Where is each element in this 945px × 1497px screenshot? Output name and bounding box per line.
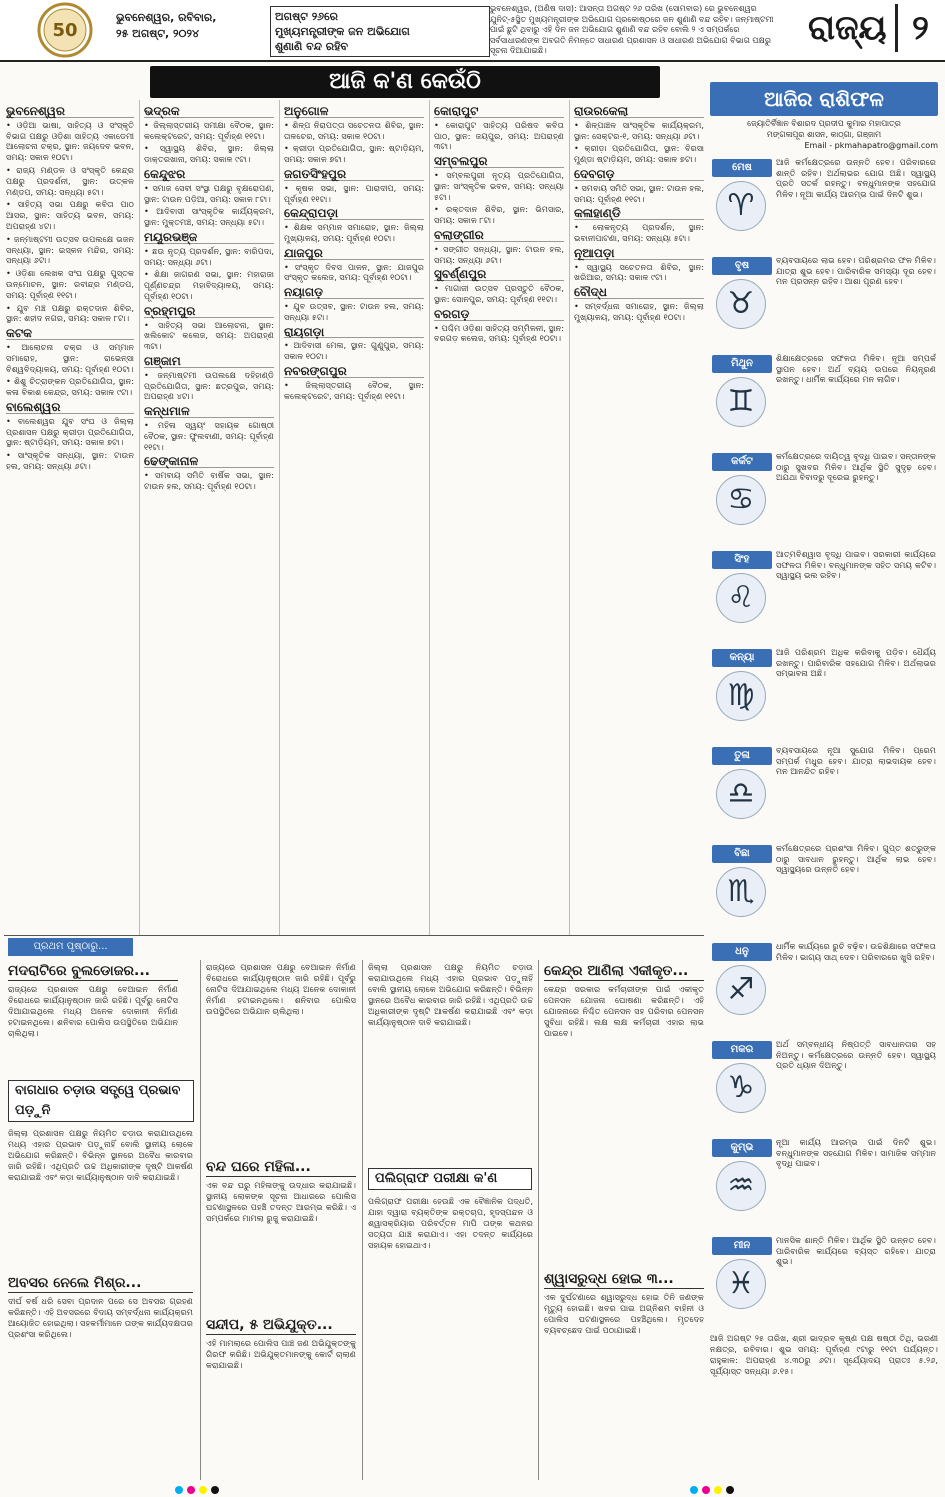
events-column-5: [574, 102, 704, 932]
event-city-heading: ବୌଦ୍ଧ: [574, 287, 704, 299]
event-listing-item: • ସମବାୟ ସମିତି ସଭା, ସ୍ଥାନ: ଟାଉନ ହଲ, ସମୟ: ପୂର୍ବାହ୍ଣ ୧୧ଟା।: [574, 182, 704, 204]
top-headline-line1: ଅଗଷ୍ଟ ୨୬ରେ: [275, 10, 338, 23]
event-city-heading: କୋରାପୁଟ: [434, 106, 564, 118]
event-listing-item: • ବାଲେଶ୍ୱର ଯୁବ ସଂଘ ଓ ଜିଲ୍ଲା ପ୍ରଶାସନ ପକ୍ଷରୁ କ୍ରୀଡ଼ା ପ୍ରତିଯୋଗିତା, ସ୍ଥାନ: ଷ୍ଟାଡ଼ିୟମ, ସମୟ: ସକାଳ ୭ଟା।: [6, 415, 134, 448]
zodiac-sign-name: ମକର: [712, 1041, 772, 1059]
event-listing-item: • ଶିଳ୍ପ ନିରାପତ୍ତା ସଚେତନତା ଶିବିର, ସ୍ଥାନ: ତାଳଚେର, ସମୟ: ସକାଳ ୧୦ଟା।: [284, 119, 424, 141]
zodiac-prediction-text: ଧାର୍ମିକ କାର୍ଯ୍ୟରେ ରୁଚି ବଢ଼ିବ। ଉଚ୍ଚଶିକ୍ଷାରେ ସଫଳତା ମିଳିବ। ଭାଗ୍ୟ ସାଥ୍ ଦେବ। ପରିବାରରେ ଖୁସି ରହିବ।: [776, 941, 936, 962]
event-listing-item: • ଶିକ୍ଷା ଜାଗରଣ ସଭା, ସ୍ଥାନ: ମହାରାଜା ପୂର୍ଣ୍ଣଚନ୍ଦ୍ର ମହାବିଦ୍ୟାଳୟ, ସମୟ: ପୂର୍ବାହ୍ଣ ୧୦ଟା।: [144, 269, 274, 301]
story-body-retirement: ଦୀର୍ଘ ବର୍ଷ ଧରି ସେବା ପ୍ରଦାନ ପରେ ସେ ଅବସର ଗ୍ରହଣ କରିଛନ୍ତି। ଏହି ଅବସରରେ ବିଦାୟ ସମ୍ବର୍ଦ୍ଧନା କାର୍ଯ୍ୟକ୍ରମ ଆୟୋଜିତ ହୋଇଥିଲା। ସହକର୍ମୀମାନେ ତାଙ୍କ କାର୍ଯ୍ୟଦକ୍ଷତାର ପ୍ରଶଂସା କରିଥିଲେ।: [8, 1296, 193, 1339]
dateline-line2: ୨୫ ଅଗଷ୍ଟ, ୨୦୨୪: [116, 27, 200, 40]
story-headline-pension: କେନ୍ଦ୍ର ଆଣିଲା ଏକୀକୃତ...: [544, 962, 704, 981]
event-city-heading: କନ୍ଧମାଳ: [144, 406, 274, 418]
column-divider: [139, 100, 140, 935]
story-headline-bulldozer: ମଦରାଟିରେ ବୁଲଡୋଜର...: [8, 962, 178, 981]
print-registration-strip: [0, 1484, 945, 1497]
zodiac-sign-name: ଧନୁ: [712, 943, 772, 961]
story-headline-accused: ସନ୍ଦୀପ, ୫ ଅଭିଯୁକ୍ତ...: [206, 1316, 356, 1335]
zodiac-symbol-icon: ♈: [716, 181, 766, 231]
zodiac-symbol-icon: ♑: [716, 1063, 766, 1113]
zodiac-sign-entry: [710, 1235, 938, 1327]
event-listing-item: • ସାହିତ୍ୟ ସଭା ପକ୍ଷରୁ କବିତା ପାଠ ଆସର, ସ୍ଥାନ: ସାହିତ୍ୟ ଭବନ, ସମୟ: ଅପରାହ୍ଣ ୪ଟା।: [6, 199, 134, 231]
zodiac-sign-name: ବିଛା: [712, 845, 772, 863]
story-body-woman: ଏକ ବନ୍ଦ ଘରୁ ମହିଳାଙ୍କୁ ଉଦ୍ଧାର କରାଯାଇଛି। ସ୍ଥାନୀୟ ଲୋକଙ୍କ ସୂଚନା ଆଧାରରେ ପୋଲିସ ଘଟଣାସ୍ଥଳରେ ପହଞ୍ଚି ତଦନ୍ତ ଆରମ୍ଭ କରିଛି। ଏ ସମ୍ପର୍କରେ ମାମଲା ରୁଜୁ କରାଯାଇଛି।: [206, 1180, 356, 1223]
event-listing-item: • ଲୋକନୃତ୍ୟ ପ୍ରଦର୍ଶନ, ସ୍ଥାନ: ଭବାନୀପାଟଣା, ସମୟ: ସନ୍ଧ୍ୟା ୫ଟା।: [574, 222, 704, 243]
section-title: ରାଜ୍ୟ: [808, 8, 887, 48]
story-body-bulldozer: ରାଜ୍ୟରେ ପ୍ରଶାସନ ପକ୍ଷରୁ ବେଆଇନ ନିର୍ମାଣ ବିରୋଧରେ କାର୍ଯ୍ୟାନୁଷ୍ଠାନ ଜାରି ରହିଛି। ପୂର୍ବରୁ ନୋଟିସ ଦିଆଯାଇଥିଲେ ମଧ୍ୟ ଅନେକ ଦୋକାନୀ ନିର୍ମାଣ ହଟାଇନଥିଲେ। ଶନିବାର ପୋଲିସ ଉପସ୍ଥିତିରେ ଅଭିଯାନ ଚାଲିଥିଲା।: [8, 984, 178, 1038]
zodiac-sign-name: ତୁଳା: [712, 747, 772, 765]
column-divider: [429, 100, 430, 935]
registration-mark-cyan: [175, 1486, 183, 1494]
column-divider: [569, 100, 570, 935]
zodiac-prediction-text: ଶିକ୍ଷାକ୍ଷେତ୍ରରେ ସଫଳତା ମିଳିବ। ନୂଆ ସମ୍ପର୍କ ସ୍ଥାପନ ହେବ। ଅର୍ଥ ବ୍ୟୟ ଉପରେ ନିୟନ୍ତ୍ରଣ ରଖନ୍ତୁ। ଧାର୍ମିକ କାର୍ଯ୍ୟରେ ମନ ଲାଗିବ।: [776, 353, 936, 385]
zodiac-prediction-text: ନୂଆ କାର୍ଯ୍ୟ ଆରମ୍ଭ ପାଇଁ ଦିନଟି ଶୁଭ। ବନ୍ଧୁମାନଙ୍କ ସହଯୋଗ ମିଳିବ। ସାମାଜିକ ସମ୍ମାନ ବୃଦ୍ଧି ପାଇବ।: [776, 1137, 936, 1169]
story-headline-woman: ବନ୍ଦ ଘରେ ମହିଳା...: [206, 1158, 356, 1177]
event-city-heading: ବାଲେଶ୍ୱର: [6, 402, 134, 414]
dharitri-50-years-logo: [30, 2, 100, 58]
zodiac-sign-entry: [710, 745, 938, 837]
horoscope-byline: [710, 118, 938, 151]
zodiac-prediction-text: ବ୍ୟବସାୟରେ ନୂଆ ସୁଯୋଗ ମିଳିବ। ପ୍ରେମ ସମ୍ପର୍କ ମଧୁର ହେବ। ଯାତ୍ରା ଲାଭଦାୟକ ହେବ। ମନ ଆନନ୍ଦିତ ରହିବ।: [776, 745, 936, 777]
event-city-heading: ଜଗତସିଂହପୁର: [284, 169, 424, 181]
story-body-continued: ରାଜ୍ୟରେ ପ୍ରଶାସନ ପକ୍ଷରୁ ବେଆଇନ ନିର୍ମାଣ ବିରୋଧରେ କାର୍ଯ୍ୟାନୁଷ୍ଠାନ ଜାରି ରହିଛି। ପୂର୍ବରୁ ନୋଟିସ ଦିଆଯାଇଥିଲେ ମଧ୍ୟ ଅନେକ ଦୋକାନୀ ନିର୍ମାଣ ହଟାଇନଥିଲେ। ଶନିବାର ପୋଲିସ ଉପସ୍ଥିତିରେ ଅଭିଯାନ ଚାଲିଥିଲା।: [206, 962, 356, 1016]
top-headline-line2: ମୁଖ୍ୟମନ୍ତ୍ରୀଙ୍କ ଜନ ଅଭିଯୋଗ: [275, 25, 410, 38]
story-headline-polygraph: ପଲିଗ୍ରାଫ ପରୀକ୍ଷା କ'ଣ: [368, 1168, 532, 1190]
zodiac-symbol-icon: ♎: [716, 769, 766, 819]
event-listing-item: • କୋରାପୁଟ ସାହିତ୍ୟ ପରିଷଦ କବିତା ପାଠ, ସ୍ଥାନ: ଜୟପୁର, ସମୟ: ଅପରାହ୍ଣ ୩ଟା।: [434, 119, 564, 152]
event-listing-item: • ସମାଜ ସେବୀ ସଂସ୍ଥା ପକ୍ଷରୁ ବୃକ୍ଷରୋପଣ, ସ୍ଥାନ: ଟାଉନ ପଡ଼ିଆ, ସମୟ: ସକାଳ ୮ଟା।: [144, 182, 274, 204]
column-divider: [362, 960, 363, 1480]
event-city-heading: ଭୁବନେଶ୍ୱର: [6, 106, 134, 118]
zodiac-sign-entry: [710, 941, 938, 1033]
event-listing-item: • ଓଡ଼ିଆ ଭାଷା, ସାହିତ୍ୟ ଓ ସଂସ୍କୃତି ବିଭାଗ ପକ୍ଷରୁ ଓଡ଼ିଶା ସାହିତ୍ୟ ଏକାଡେମୀ ଆଲୋଚନା ଚକ୍ର, ସ୍ଥାନ: ଜୟଦେବ ଭବନ, ସମୟ: ସକାଳ ୧୦ଟା।: [6, 119, 134, 163]
zodiac-prediction-text: ଆତ୍ମବିଶ୍ୱାସ ବୃଦ୍ଧି ପାଇବ। ସରକାରୀ କାର୍ଯ୍ୟରେ ସଫଳତା ମିଳିବ। ବନ୍ଧୁମାନଙ୍କ ସହିତ ସମୟ କଟିବ। ସ୍ୱାସ୍ଥ୍ୟ ଭଲ ରହିବ।: [776, 549, 936, 581]
event-city-heading: ରାୟଗଡ଼ା: [284, 327, 424, 339]
zodiac-prediction-text: କର୍ମକ୍ଷେତ୍ରରେ ପ୍ରଶଂସା ମିଳିବ। ଗୁପ୍ତ ଶତ୍ରୁଙ୍କ ଠାରୁ ସାବଧାନ ରୁହନ୍ତୁ। ଆର୍ଥିକ ଲାଭ ହେବ। ସ୍ୱାସ୍ଥ୍ୟରେ ଉନ୍ନତି ହେବ।: [776, 843, 936, 875]
story-body-left-center: ଜିଲ୍ଲା ପ୍ରଶାସନ ପକ୍ଷରୁ ନିୟମିତ ଚଡ଼ାଉ କରାଯାଉଥିଲେ ମଧ୍ୟ ଏହାର ପ୍ରଭାବ ପଡ଼ୁନାହିଁ ବୋଲି ସ୍ଥାନୀୟ ଲୋକେ ଅଭିଯୋଗ କରିଛନ୍ତି। ବିଭିନ୍ନ ସ୍ଥାନରେ ଅବୈଧ କାରବାର ଜାରି ରହିଛି। ଏଥିପ୍ରତି ଉଚ୍ଚ ଅଧିକାରୀଙ୍କ ଦୃଷ୍ଟି ଆକର୍ଷଣ କରାଯାଇଛି ଏବଂ କଡ଼ା କାର୍ଯ୍ୟାନୁଷ୍ଠାନ ଦାବି କରାଯାଇଛି।: [368, 962, 533, 1027]
event-listing-item: • ମହିଳା ସ୍ୱୟଂ ସହାୟକ ଗୋଷ୍ଠୀ ବୈଠକ, ସ୍ଥାନ: ଫୁଲବାଣୀ, ସମୟ: ପୂର୍ବାହ୍ଣ ୧୧ଟା।: [144, 419, 274, 452]
story-headline-retirement: ଅବସର ନେଲେ ମିଶ୍ର...: [8, 1274, 193, 1293]
zodiac-prediction-text: ମାନସିକ ଶାନ୍ତି ମିଳିବ। ଆର୍ଥିକ ସ୍ଥିତି ଉନ୍ନତ ହେବ। ପାରିବାରିକ କାର୍ଯ୍ୟରେ ବ୍ୟସ୍ତ ରହିବେ। ଯାତ୍ରା ଶୁଭ।: [776, 1235, 936, 1267]
registration-mark-yellow: [714, 1486, 722, 1494]
event-city-heading: ଅନୁଗୋଳ: [284, 106, 424, 118]
zodiac-symbol-icon: ♐: [716, 965, 766, 1015]
zodiac-symbol-icon: ♏: [716, 867, 766, 917]
zodiac-sign-name: ମୀନ: [712, 1237, 772, 1255]
events-column-1: [6, 102, 134, 932]
continued-from-front-label: ପ୍ରଥମ ପୃଷ୍ଠାରୁ...: [8, 938, 133, 956]
event-city-heading: ଯାଜପୁର: [284, 248, 424, 260]
column-divider: [279, 100, 280, 935]
event-listing-item: • ଜନ୍ମାଷ୍ଟମୀ ଉତ୍ସବ ଉପଲକ୍ଷେ ଭଜନ ସନ୍ଧ୍ୟା, ସ୍ଥାନ: ଇସ୍କନ ମନ୍ଦିର, ସମୟ: ସନ୍ଧ୍ୟା ୬ଟା।: [6, 233, 134, 266]
zodiac-sign-entry: [710, 647, 938, 739]
event-listing-item: • ସାଂସ୍କୃତିକ ସନ୍ଧ୍ୟା, ସ୍ଥାନ: ଟାଉନ ହଲ, ସମୟ: ସନ୍ଧ୍ୟା ୬ଟା।: [6, 450, 134, 471]
top-news-brief: ଭୁବନେଶ୍ୱର, (ଅଣିଷ ଦାସ): ଆସନ୍ତା ଅଗଷ୍ଟ ୨୬ ତାରିଖ (ସୋମବାର) ରେ ଭୁବନେଶ୍ୱର ଯୁନିଟ୍-୫ସ୍ଥିତ ମୁଖ୍ୟମନ୍ତ୍ରୀଙ୍କ ଅଭିଯୋଗ ପ୍ରକୋଷ୍ଠରେ ଜନ ଶୁଣାଣି ବନ୍ଦ ରହିବ। ଜନ୍ମାଷ୍ଟମୀ ପାଇଁ ଛୁଟି ଥିବାରୁ ଏହି ଦିନ ଜନ ଅଭିଯୋଗ ଶୁଣାଣି ବନ୍ଦ ରହିବ ବୋଲି ୨ ଏ ସମ୍ପର୍କରେ ସର୍ବସାଧାରଣଙ୍କ ଅବଗତି ନିମନ୍ତେ ସାଧାରଣ ପ୍ରଶାସନ ଓ ସାଧାରଣ ଅଭିଯୋଗ ବିଭାଗ ପକ୍ଷରୁ ସୂଚନା ଦିଆଯାଇଛି।: [490, 4, 774, 55]
zodiac-prediction-text: ବ୍ୟବସାୟରେ ଲାଭ ହେବ। ପରିଶ୍ରମର ଫଳ ମିଳିବ। ଯାତ୍ରା ଶୁଭ ହେବ। ପାରିବାରିକ ସମସ୍ୟା ଦୂର ହେବ। ମନ ପ୍ରସନ୍ନ ରହିବ। ଆଶା ପୂରଣ ହେବ।: [776, 255, 936, 287]
registration-mark-magenta: [187, 1486, 195, 1494]
event-city-heading: ବରଗଡ଼: [434, 309, 564, 321]
astrologer-name: ଜ୍ୟୋତିର୍ବିଜ୍ଞାନ ବିଶାରଦ ପ୍ରଦୀପ କୁମାର ମହାପାତ୍ର: [747, 119, 901, 128]
registration-mark-cyan: [690, 1486, 698, 1494]
event-city-heading: ସମ୍ବଲପୁର: [434, 156, 564, 168]
registration-mark-yellow: [199, 1486, 207, 1494]
dateline-line1: ଭୁବନେଶ୍ୱର, ରବିବାର,: [116, 11, 217, 24]
events-column-4: [434, 102, 564, 932]
zodiac-prediction-text: କର୍ମକ୍ଷେତ୍ରରେ ଦାୟିତ୍ୱ ବୃଦ୍ଧି ପାଇବ। ସନ୍ତାନଙ୍କ ଠାରୁ ସୁଖବର ମିଳିବ। ଆର୍ଥିକ ସ୍ଥିତି ସୁଦୃଢ଼ ହେବ। ଅଯଥା ବିବାଦରୁ ଦୂରେଇ ରୁହନ୍ତୁ।: [776, 451, 936, 483]
svg-text:50: 50: [52, 20, 78, 41]
zodiac-sign-entry: [710, 1137, 938, 1229]
event-listing-item: • ଛଉ ନୃତ୍ୟ ପ୍ରଦର୍ଶନ, ସ୍ଥାନ: ବାରିପଦା, ସମୟ: ସନ୍ଧ୍ୟା ୬ଟା।: [144, 245, 274, 267]
event-listing-item: • ଆଦିବାସୀ ମେଳା, ସ୍ଥାନ: ଗୁଣୁପୁର, ସମୟ: ସକାଳ ୧୦ଟା।: [284, 340, 424, 362]
event-listing-item: • ଶିକ୍ଷକ ସମ୍ମାନ ସମାରୋହ, ସ୍ଥାନ: ଜିଲ୍ଲା ମୁଖ୍ୟାଳୟ, ସମୟ: ପୂର୍ବାହ୍ଣ ୧୦ଟା।: [284, 222, 424, 243]
story-body-polygraph: ପଲିଗ୍ରାଫ ପରୀକ୍ଷା ହେଉଛି ଏକ ବୈଜ୍ଞାନିକ ପଦ୍ଧତି, ଯାହା ଦ୍ୱାରା ବ୍ୟକ୍ତିଙ୍କ ରକ୍ତଚାପ, ହୃଦସ୍ପନ୍ଦନ ଓ ଶ୍ୱାସକ୍ରିୟାର ପରିବର୍ତ୍ତନ ମାପି ତାଙ୍କ କଥନର ସତ୍ୟତା ଯାଞ୍ଚ କରାଯାଏ। ଏହା ତଦନ୍ତ କାର୍ଯ୍ୟରେ ସହାୟକ ହୋଇଥାଏ।: [368, 1196, 533, 1250]
page-number: ୨: [895, 4, 943, 52]
horoscope-title: ଆଜିର ରାଶିଫଳ: [710, 82, 938, 116]
event-city-heading: ମୟୂରଭଞ୍ଜ: [144, 232, 274, 244]
event-city-heading: ସୁବର୍ଣ୍ଣପୁର: [434, 269, 564, 281]
event-listing-item: • ସମବାୟ ସମିତି ବାର୍ଷିକ ସଭା, ସ୍ଥାନ: ଟାଉନ ହଲ, ସମୟ: ପୂର୍ବାହ୍ଣ ୧୦ଟା।: [144, 470, 274, 491]
event-city-heading: କଟକ: [6, 328, 134, 340]
zodiac-sign-entry: [710, 451, 938, 543]
zodiac-prediction-text: ଆଜି ପରିଶ୍ରମ ଅଧିକ କରିବାକୁ ପଡ଼ିବ। ଧୈର୍ଯ୍ୟ ରଖନ୍ତୁ। ପାରିବାରିକ ସହଯୋଗ ମିଳିବ। ଅର୍ଥଲାଭର ସମ୍ଭାବନା ଅଛି।: [776, 647, 936, 679]
zodiac-symbol-icon: ♊: [716, 377, 766, 427]
zodiac-symbol-icon: ♓: [716, 1259, 766, 1309]
zodiac-sign-entry: [710, 255, 938, 347]
event-listing-item: • ଆଦିବାସୀ ସାଂସ୍କୃତିକ କାର୍ଯ୍ୟକ୍ରମ, ସ୍ଥାନ: ମୁକ୍ତମଞ୍ଚ, ସମୟ: ସନ୍ଧ୍ୟା ୫ଟା।: [144, 206, 274, 228]
event-city-heading: କଳାହାଣ୍ଡି: [574, 208, 704, 220]
event-listing-item: • ରକ୍ତଦାନ ଶିବିର, ସ୍ଥାନ: ଭିମସାର, ସମୟ: ସକାଳ ୮ଟା।: [434, 204, 564, 226]
top-headline-line3: ଶୁଣାଣି ବନ୍ଦ ରହିବ: [275, 40, 349, 53]
event-city-heading: ରାଉରକେଲା: [574, 106, 704, 118]
story-headline-suffocation: ଶ୍ୱାସରୁଦ୍ଧ ହୋଇ ୩...: [544, 1270, 704, 1289]
zodiac-sign-name: କର୍କଟ: [712, 453, 772, 471]
event-city-heading: ନବରଙ୍ଗପୁର: [284, 366, 424, 378]
event-listing-item: • ଯୁବ ଉତ୍ସବ, ସ୍ଥାନ: ଟାଉନ ହଲ, ସମୟ: ସନ୍ଧ୍ୟା ୫ଟା।: [284, 300, 424, 322]
zodiac-symbol-icon: ♉: [716, 279, 766, 329]
zodiac-symbol-icon: ♍: [716, 671, 766, 721]
dateline: [116, 10, 216, 42]
astrologer-address: ମଙ୍ଗଳାପୂର ଶାସନ, କାଠ୍ଗା, ଗଞ୍ଜାମ: [766, 130, 882, 139]
story-body-suffocation: ଏକ ଦୁର୍ଘଟଣାରେ ଶ୍ୱାସରୁଦ୍ଧ ହୋଇ ତିନି ଜଣଙ୍କ ମୃତ୍ୟୁ ହୋଇଛି। ଖବର ପାଇ ଅଗ୍ନିଶମ ବାହିନୀ ଓ ପୋଲିସ ଘଟଣାସ୍ଥଳରେ ପହଞ୍ଚିଥିଲେ। ମୃତଦେହ ବ୍ୟବଚ୍ଛେଦ ପାଇଁ ପଠାଯାଇଛି।: [544, 1292, 704, 1335]
event-city-heading: ନୟାଗଡ଼: [284, 287, 424, 299]
event-city-heading: ଦେବଗଡ଼: [574, 169, 704, 181]
event-listing-item: • ସମ୍ବଲପୁରୀ ନୃତ୍ୟ ପ୍ରତିଯୋଗିତା, ସ୍ଥାନ: ସାଂସ୍କୃତିକ ଭବନ, ସମୟ: ସନ୍ଧ୍ୟା ୫ଟା।: [434, 169, 564, 202]
event-listing-item: • ପଶ୍ଚିମ ଓଡ଼ିଶା ସାହିତ୍ୟ ସମ୍ମିଳନୀ, ସ୍ଥାନ: ବରଗଡ଼ କଲେଜ, ସମୟ: ପୂର୍ବାହ୍ଣ ୧୦ଟା।: [434, 322, 564, 344]
story-headline-raid: ବାଗଧାର ଚଡ଼ାଉ ସତ୍ତ୍ୱେ ପ୍ରଭାବ ପଡ଼ୁନି: [8, 1080, 194, 1122]
event-city-heading: ବଲାଙ୍ଗୀର: [434, 230, 564, 242]
event-city-heading: ଭଦ୍ରକ: [144, 106, 274, 118]
zodiac-sign-entry: [710, 1039, 938, 1131]
registration-mark-magenta: [702, 1486, 710, 1494]
zodiac-sign-entry: [710, 549, 938, 641]
event-listing-item: • ସମ୍ବର୍ଦ୍ଧନା ସମାରୋହ, ସ୍ଥାନ: ଜିଲ୍ଲା ମୁଖ୍ୟାଳୟ, ସମୟ: ପୂର୍ବାହ୍ଣ ୧୦ଟା।: [574, 300, 704, 322]
event-listing-item: • କୃଷକ ସଭା, ସ୍ଥାନ: ପାରାଦୀପ, ସମୟ: ପୂର୍ବାହ୍ଣ ୧୧ଟା।: [284, 182, 424, 204]
event-listing-item: • ଜିଲ୍ଲାସ୍ତରୀୟ ବୈଠକ, ସ୍ଥାନ: କଲେକ୍ଟରେଟ, ସମୟ: ପୂର୍ବାହ୍ଣ ୧୧ଟା।: [284, 379, 424, 401]
zodiac-sign-entry: [710, 843, 938, 935]
zodiac-symbol-icon: ♒: [716, 1161, 766, 1211]
column-divider: [538, 960, 539, 1480]
event-listing-item: • ରାଜ୍ୟ ମଣ୍ଡଳ ଓ ସଂସ୍କୃତି କେନ୍ଦ୍ର ପକ୍ଷରୁ ପ୍ରଦର୍ଶନୀ, ସ୍ଥାନ: ଉତ୍କଳ ମଣ୍ଡପ, ସମୟ: ସନ୍ଧ୍ୟା ୫ଟା।: [6, 164, 134, 197]
masthead: [0, 0, 945, 62]
events-column-3: [284, 102, 424, 932]
event-listing-item: • ଶିଳ୍ପାଞ୍ଚଳ ସାଂସ୍କୃତିକ କାର୍ଯ୍ୟକ୍ରମ, ସ୍ଥାନ: ସେକ୍ଟର-୧, ସମୟ: ସନ୍ଧ୍ୟା ୬ଟା।: [574, 119, 704, 141]
astrologer-email: Email - pkmahapatro@gmail.com: [804, 141, 938, 150]
registration-mark-black: [211, 1486, 219, 1494]
event-listing-item: • ଯୁବ ମଞ୍ଚ ପକ୍ଷରୁ ରକ୍ତଦାନ ଶିବିର, ସ୍ଥାନ: ଶହୀଦ ନଗର, ସମୟ: ସକାଳ ୮ଟା।: [6, 302, 134, 324]
horoscope-panel: [710, 82, 938, 1376]
event-city-heading: କେନ୍ଦ୍ରାପଡ଼ା: [284, 208, 424, 220]
zodiac-prediction-text: ଅର୍ଥ ସମ୍ବନ୍ଧୀୟ ନିଷ୍ପତ୍ତି ସାବଧାନତାର ସହ ନିଅନ୍ତୁ। କର୍ମକ୍ଷେତ୍ରରେ ଉନ୍ନତି ହେବ। ସ୍ୱାସ୍ଥ୍ୟ ପ୍ରତି ଧ୍ୟାନ ଦିଅନ୍ତୁ।: [776, 1039, 936, 1071]
zodiac-sign-name: ମିଥୁନ: [712, 355, 772, 373]
zodiac-symbol-icon: ♋: [716, 475, 766, 525]
zodiac-sign-name: କନ୍ୟା: [712, 649, 772, 667]
zodiac-symbol-icon: ♌: [716, 573, 766, 623]
panchang-text: ଆଜି ଅଗଷ୍ଟ ୨୫ ତାରିଖ, ଶ୍ରୀ ଭାଦ୍ରବ କୃଷ୍ଣ ପକ୍ଷ ଷଷ୍ଠୀ ତିଥି, ଭରଣୀ ନକ୍ଷତ୍ର, ରବିବାର। ଶୁଭ ସମୟ: ପୂର୍ବାହ୍ଣ ୯ଟାରୁ ୧୧ଟା ପର୍ଯ୍ୟନ୍ତ। ରାହୁକାଳ: ଅପରାହ୍ଣ ୪.୩୦ରୁ ୬ଟା। ସୂର୍ଯ୍ୟୋଦୟ ପ୍ରାତଃ ୫.୨୬, ସୂର୍ଯ୍ୟାସ୍ତ ସନ୍ଧ୍ୟା ୬.୧୫।: [710, 1333, 938, 1376]
section-divider: [4, 935, 704, 936]
event-city-heading: କେନ୍ଦୁଝର: [144, 169, 274, 181]
event-city-heading: ଢେଙ୍କାନାଳ: [144, 456, 274, 468]
top-headline-box: [270, 6, 490, 57]
event-city-heading: ନୂଆପଡ଼ା: [574, 248, 704, 260]
event-listing-item: • ସାହିତ୍ୟ ସଭା ଆଲୋଚନା, ସ୍ଥାନ: ଖଲିକୋଟ କଲେଜ, ସମୟ: ଅପରାହ୍ଣ ୩ଟା।: [144, 319, 274, 352]
event-listing-item: • ସ୍ୱାସ୍ଥ୍ୟ ଶିବିର, ସ୍ଥାନ: ଜିଲ୍ଲା ଡାକ୍ତରଖାନା, ସମୟ: ସକାଳ ୯ଟା।: [144, 143, 274, 165]
zodiac-sign-name: ସିଂହ: [712, 551, 772, 569]
event-listing-item: • ଜନ୍ମାଷ୍ଟମୀ ଉପଲକ୍ଷେ ଦହିହାଣ୍ଡି ପ୍ରତିଯୋଗିତା, ସ୍ଥାନ: ଛତ୍ରପୁର, ସମୟ: ଅପରାହ୍ଣ ୪ଟା।: [144, 369, 274, 402]
event-listing-item: • ଓଡ଼ିଶା ଲେଖକ ସଂଘ ପକ୍ଷରୁ ପୁସ୍ତକ ଉନ୍ମୋଚନ, ସ୍ଥାନ: ରବୀନ୍ଦ୍ର ମଣ୍ଡପ, ସମୟ: ପୂର୍ବାହ୍ଣ ୧୧ଟା।: [6, 268, 134, 300]
story-body-raid: ଜିଲ୍ଲା ପ୍ରଶାସନ ପକ୍ଷରୁ ନିୟମିତ ଚଡ଼ାଉ କରାଯାଉଥିଲେ ମଧ୍ୟ ଏହାର ପ୍ରଭାବ ପଡ଼ୁନାହିଁ ବୋଲି ସ୍ଥାନୀୟ ଲୋକେ ଅଭିଯୋଗ କରିଛନ୍ତି। ବିଭିନ୍ନ ସ୍ଥାନରେ ଅବୈଧ କାରବାର ଜାରି ରହିଛି। ଏଥିପ୍ରତି ଉଚ୍ଚ ଅଧିକାରୀଙ୍କ ଦୃଷ୍ଟି ଆକର୍ଷଣ କରାଯାଇଛି ଏବଂ କଡ଼ା କାର୍ଯ୍ୟାନୁଷ୍ଠାନ ଦାବି କରାଯାଇଛି।: [8, 1128, 193, 1182]
event-listing-item: • କ୍ରୀଡ଼ା ପ୍ରତିଯୋଗିତା, ସ୍ଥାନ: ଷ୍ଟାଡ଼ିୟମ, ସମୟ: ସକାଳ ୭ଟା।: [284, 143, 424, 165]
zodiac-sign-name: ମେଷ: [712, 159, 772, 177]
events-column-2: [144, 102, 274, 932]
zodiac-sign-entry: [710, 353, 938, 445]
event-listing-item: • ଆଲୋଚନା ଚକ୍ର ଓ ସମ୍ମାନ ସମାରୋହ, ସ୍ଥାନ: ରାଭେନ୍ସା ବିଶ୍ୱବିଦ୍ୟାଳୟ, ସମୟ: ପୂର୍ବାହ୍ଣ ୧୦ଟା।: [6, 341, 134, 374]
column-divider: [200, 960, 201, 1480]
event-listing-item: • ସଙ୍ଗୀତ ସନ୍ଧ୍ୟା, ସ୍ଥାନ: ଟାଉନ ହଲ, ସମୟ: ସନ୍ଧ୍ୟା ୬ଟା।: [434, 243, 564, 265]
event-listing-item: • ସଂସ୍କୃତ ଦିବସ ପାଳନ, ସ୍ଥାନ: ଯାଜପୁର ସଂସ୍କୃତ କଲେଜ, ସମୟ: ପୂର୍ବାହ୍ଣ ୧୦ଟା।: [284, 261, 424, 283]
zodiac-sign-entry: [710, 157, 938, 249]
zodiac-sign-name: କୁମ୍ଭ: [712, 1139, 772, 1157]
story-body-pension: କେନ୍ଦ୍ର ସରକାର କର୍ମଚାରୀଙ୍କ ପାଇଁ ଏକୀକୃତ ପେନସନ ଯୋଜନା ଘୋଷଣା କରିଛନ୍ତି। ଏହି ଯୋଜନାରେ ନିଶ୍ଚିତ ପେନସନ ସହ ପରିବାର ପେନସନ ସୁବିଧା ରହିଛି। ଲକ୍ଷ ଲକ୍ଷ କର୍ମଚାରୀ ଏହାର ଲାଭ ପାଇବେ।: [544, 984, 704, 1038]
event-listing-item: • ଶିଶୁ ଚିତ୍ରାଙ୍କନ ପ୍ରତିଯୋଗିତା, ସ୍ଥାନ: କଳା ବିକାଶ କେନ୍ଦ୍ର, ସମୟ: ସକାଳ ୯ଟା।: [6, 376, 134, 398]
registration-mark-black: [726, 1486, 734, 1494]
zodiac-sign-list: [710, 157, 938, 1327]
event-listing-item: • ଜିଲ୍ଲାସ୍ତରୀୟ ସମୀକ୍ଷା ବୈଠକ, ସ୍ଥାନ: କଲେକ୍ଟରେଟ, ସମୟ: ପୂର୍ବାହ୍ଣ ୧୧ଟା।: [144, 119, 274, 141]
event-listing-item: • କ୍ରୀଡ଼ା ପ୍ରତିଯୋଗିତା, ସ୍ଥାନ: ବିରସା ମୁଣ୍ଡା ଷ୍ଟାଡ଼ିୟମ, ସମୟ: ସକାଳ ୭ଟା।: [574, 143, 704, 165]
event-listing-item: • ମାଗାଜୀ ଉତ୍ସବ ପ୍ରସ୍ତୁତି ବୈଠକ, ସ୍ଥାନ: ସୋନପୁର, ସମୟ: ପୂର୍ବାହ୍ଣ ୧୧ଟା।: [434, 283, 564, 304]
story-body-accused: ଏହି ମାମଲାରେ ପୋଲିସ ପାଞ୍ଚ ଜଣ ଅଭିଯୁକ୍ତଙ୍କୁ ଗିରଫ କରିଛି। ଅଭିଯୁକ୍ତମାନଙ୍କୁ କୋର୍ଟ ଚାଲାଣ କରାଯାଇଛି।: [206, 1338, 356, 1370]
zodiac-prediction-text: ଆଜି କର୍ମକ୍ଷେତ୍ରରେ ଉନ୍ନତି ହେବ। ପରିବାରରେ ଶାନ୍ତି ରହିବ। ଅର୍ଥଲାଭର ଯୋଗ ଅଛି। ସ୍ୱାସ୍ଥ୍ୟ ପ୍ରତି ସତର୍କ ରହନ୍ତୁ। ବନ୍ଧୁମାନଙ୍କ ସହଯୋଗ ମିଳିବ। ନୂଆ କାର୍ଯ୍ୟ ଆରମ୍ଭ ପାଇଁ ଦିନଟି ଶୁଭ।: [776, 157, 936, 199]
event-city-heading: ଗଞ୍ଜାମ: [144, 356, 274, 368]
events-section-title: ଆଜି କ'ଣ କେଉଁଠି: [150, 66, 660, 98]
event-listing-item: • ସ୍ୱାସ୍ଥ୍ୟ ସଚେତନତା ଶିବିର, ସ୍ଥାନ: ଖରିଆର, ସମୟ: ସକାଳ ୯ଟା।: [574, 261, 704, 283]
event-city-heading: ବ୍ରହ୍ମପୁର: [144, 306, 274, 318]
zodiac-sign-name: ବୃଷ: [712, 257, 772, 275]
